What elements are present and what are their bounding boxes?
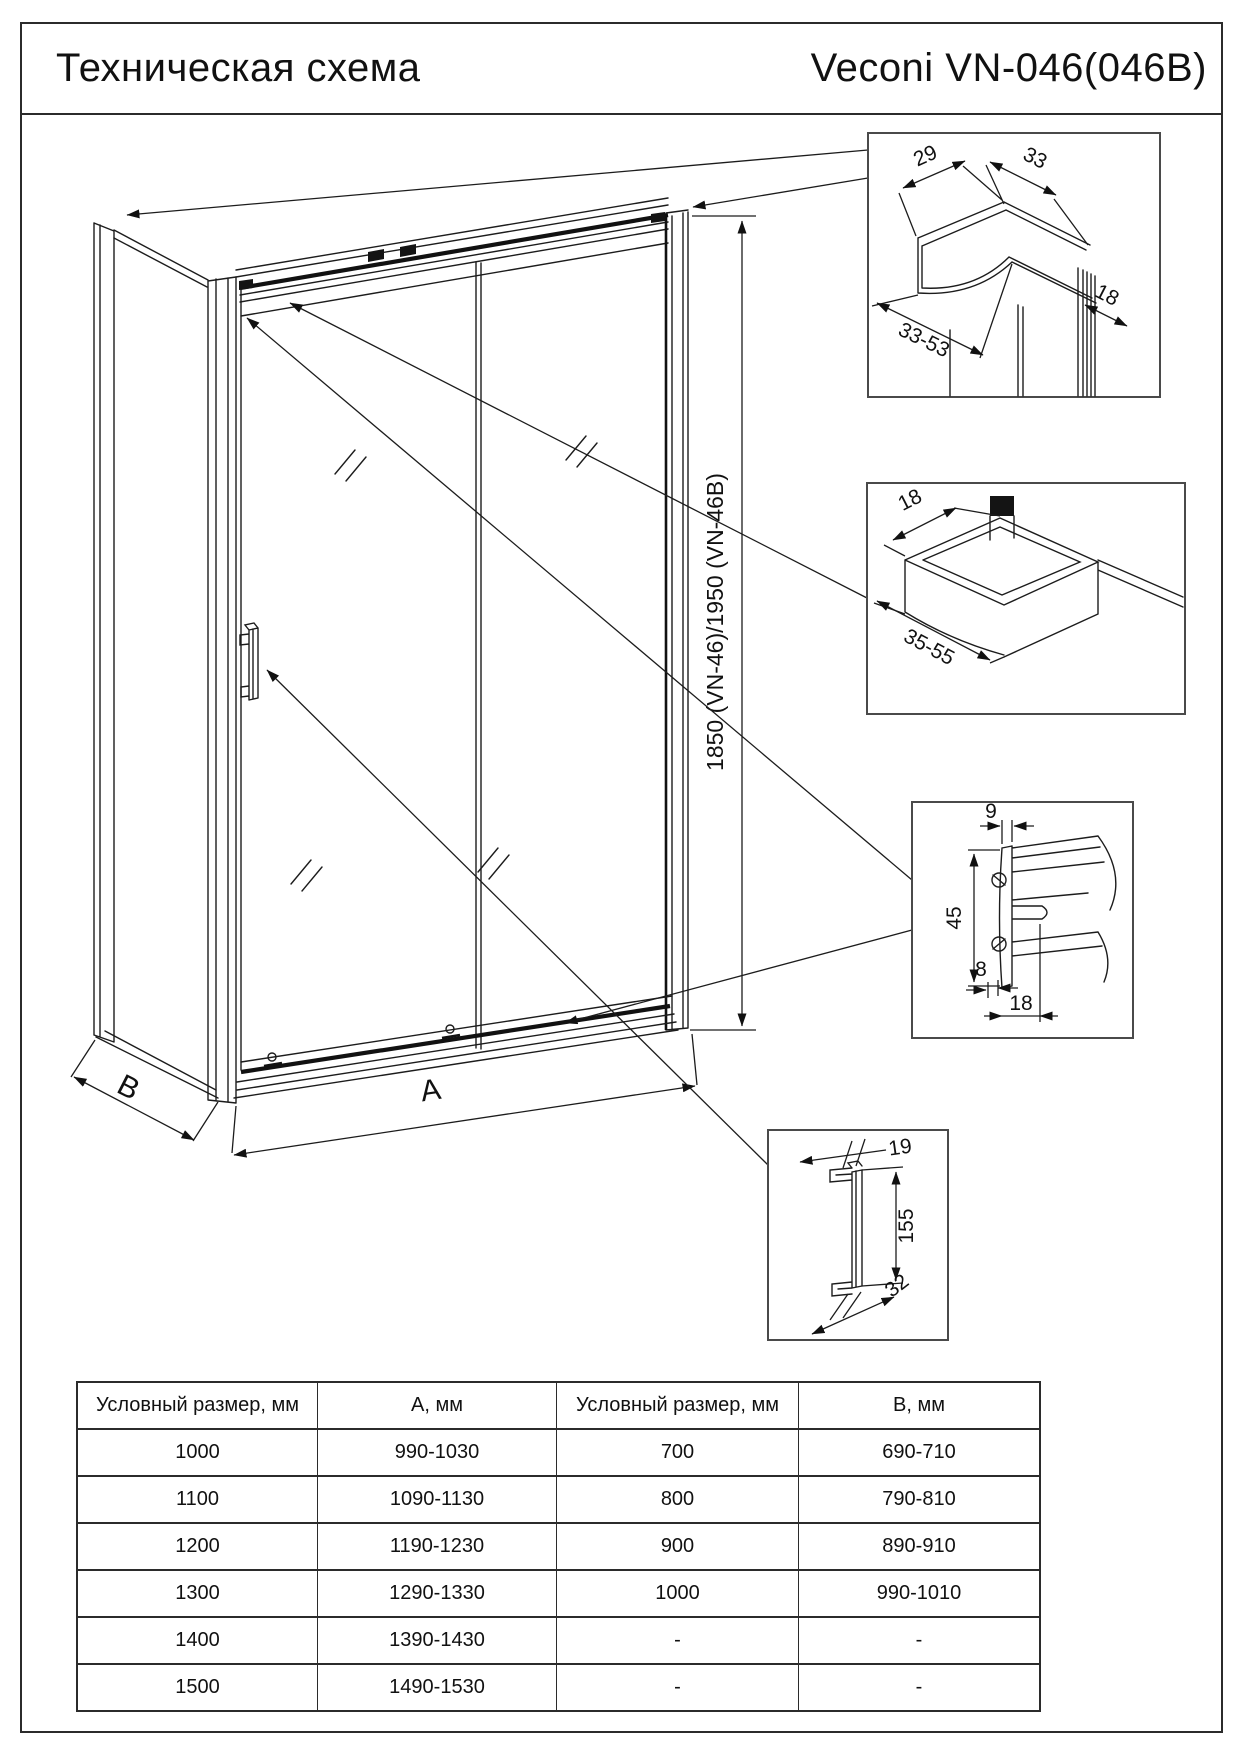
detail-top-rail-profile	[867, 483, 1185, 714]
table-cell: 1200	[77, 1523, 318, 1570]
header-cell: В, мм	[799, 1382, 1041, 1429]
model-number: Veconi VN-046(046B)	[810, 46, 1207, 90]
glass-hatch-marks	[291, 436, 597, 891]
table-cell: 1090-1130	[318, 1476, 557, 1523]
width-dimension-label: A	[418, 1072, 443, 1109]
table-cell: 1190-1230	[318, 1523, 557, 1570]
table-cell: 990-1030	[318, 1429, 557, 1476]
dim-9-label: 9	[985, 800, 997, 823]
dim-29-label: 29	[910, 140, 941, 172]
table-cell: -	[799, 1664, 1041, 1711]
table-cell: 1300	[77, 1570, 318, 1617]
page-title: Техническая схема	[56, 46, 421, 90]
table-row	[77, 1664, 1040, 1711]
table-cell: 800	[557, 1476, 799, 1523]
table-cell: 1390-1430	[318, 1617, 557, 1664]
size-table	[76, 1381, 1041, 1712]
height-dimension-label: 1850 (VN-46)/1950 (VN-46B)	[702, 473, 728, 771]
dim-18-bottom-label: 18	[1009, 992, 1033, 1015]
table-cell: 1000	[77, 1429, 318, 1476]
header-cell: Условный размер, мм	[77, 1382, 318, 1429]
dim-35-55-label: 35-55	[899, 624, 959, 671]
main-dimensions	[71, 150, 912, 1165]
dim-33-label: 33	[1019, 142, 1051, 174]
dim-19-label: 19	[886, 1134, 914, 1161]
table-cell: 1000	[557, 1570, 799, 1617]
table-cell: 700	[557, 1429, 799, 1476]
detail-handle	[768, 1130, 948, 1340]
detail-side-wall-profile	[912, 800, 1133, 1038]
table-row	[77, 1617, 1040, 1664]
detail-top-wall-profile	[868, 133, 1160, 397]
size-table-header-row	[77, 1382, 1040, 1429]
dim-8-label: 8	[975, 958, 987, 981]
dim-18-rail-label: 18	[894, 484, 926, 516]
table-cell: 690-710	[799, 1429, 1041, 1476]
dim-45-label: 45	[943, 906, 966, 930]
table-row	[77, 1570, 1040, 1617]
depth-dimension-label: B	[111, 1068, 145, 1107]
table-cell: 900	[557, 1523, 799, 1570]
table-cell: 790-810	[799, 1476, 1041, 1523]
dim-18-label: 18	[1091, 279, 1123, 311]
table-cell: 1490-1530	[318, 1664, 557, 1711]
table-cell: 1400	[77, 1617, 318, 1664]
table-cell: 990-1010	[799, 1570, 1041, 1617]
table-cell: 1290-1330	[318, 1570, 557, 1617]
table-cell: -	[799, 1617, 1041, 1664]
shower-enclosure-isometric	[94, 198, 688, 1103]
dim-33-53-label: 33-53	[894, 318, 954, 363]
table-row	[77, 1476, 1040, 1523]
table-cell: 1500	[77, 1664, 318, 1711]
table-cell: -	[557, 1664, 799, 1711]
header-cell: Условный размер, мм	[557, 1382, 799, 1429]
header-cell: А, мм	[318, 1382, 557, 1429]
table-row	[77, 1523, 1040, 1570]
dim-155-label: 155	[895, 1208, 918, 1244]
table-cell: 890-910	[799, 1523, 1041, 1570]
table-cell: -	[557, 1617, 799, 1664]
dim-32-label: 32	[880, 1269, 914, 1303]
table-row	[77, 1429, 1040, 1476]
table-cell: 1100	[77, 1476, 318, 1523]
door-handle	[240, 623, 258, 700]
